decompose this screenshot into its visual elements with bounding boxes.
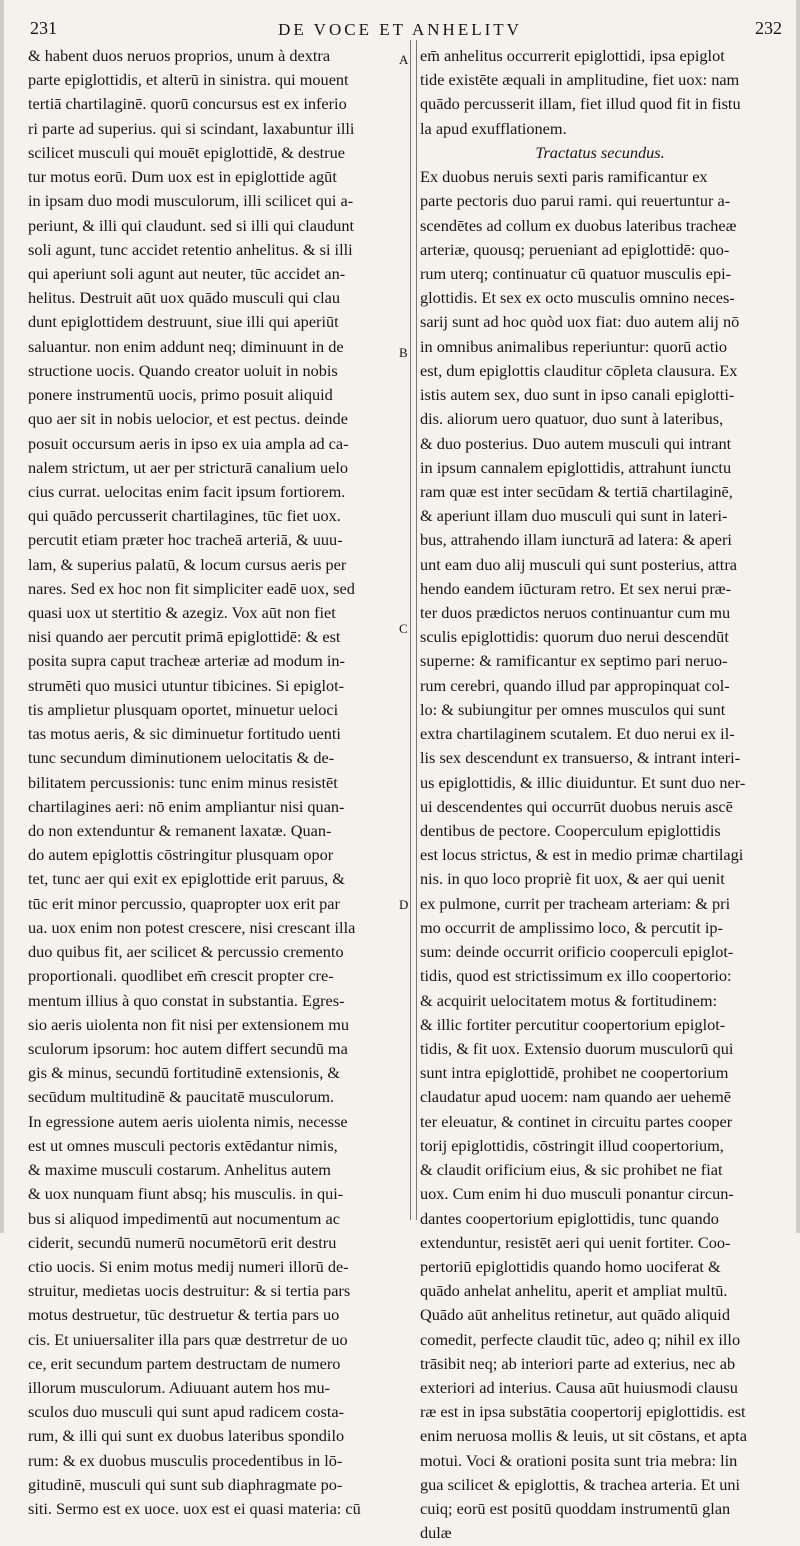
right-text-line: dentibus de pectore. Cooperculum epiglottidis [420, 821, 721, 840]
right-text-line: ter eleuatur, & continet in circuitu partes cooper [420, 1111, 733, 1131]
right-text-line: arteriæ, quousq; perueniant ad epiglottidē: quo- [420, 239, 730, 259]
left-text-line: bilitatem percussionis: tunc enim minus resistēt [28, 772, 338, 792]
left-text-line: in ipsam duo modi musculorum, illi scilicet qui a- [28, 191, 354, 211]
left-text-line: strumēti quo musici utuntur tibicines. Si epiglot- [28, 675, 345, 695]
right-text-line: pertoriū epiglottidis quando homo uociferat & [420, 1256, 721, 1276]
right-text-line: bus, attrahendo illam iuncturā ad latera: & aperi [420, 530, 732, 550]
right-text-line: cuiq; eorū est positū quoddam instrumentū glan [420, 1499, 731, 1519]
right-text-line: torij epiglottidis, cōstringit illud coopertorium, [420, 1135, 724, 1155]
left-text-line: qui aperiunt soli agunt aut neuter, tūc accidet an- [28, 263, 346, 283]
right-text-line: tidis, quod est strictissimum ex illo coopertorio: [420, 966, 732, 986]
right-text-line: rum cerebri, quando illud par appropinquat col- [420, 675, 730, 695]
left-text-line: dunt epiglottidem destruunt, siue illi qui aperiūt [28, 312, 339, 332]
left-text-line: illorum musculorum. Adiuuant autem hos mu- [28, 1378, 331, 1398]
right-text-line: claudatur apud uocem: nam quando aer uehemē [420, 1087, 732, 1107]
right-text-line: dulæ [420, 1523, 452, 1543]
left-text-line: sculorum ipsorum: hoc autem differt secundū ma [28, 1038, 348, 1058]
right-text-line: Tractatus secundus. [535, 142, 665, 162]
left-text-line: ctio uocis. Si enim motus medij numeri illorū de- [28, 1256, 349, 1276]
left-text-line: sio aeris uiolenta non fit nisi per extensionem mu [28, 1014, 350, 1034]
left-text-line: cius currat. uelocitas enim facit ipsum fortiorem. [28, 481, 346, 501]
left-text-line: rum: & ex duobus musculis procedentibus in lō- [28, 1450, 343, 1470]
left-text-line: scilicet musculi qui mouēt epiglottidē, & destrue [28, 142, 345, 162]
left-text-column [28, 44, 402, 1521]
left-text-line: In egressione autem aeris uiolenta nimis, necesse [28, 1111, 348, 1131]
right-text-line: dis. aliorum uero quatuor, duo sunt à lateribus, [420, 409, 724, 429]
right-text-line: sum: deinde occurrit orificio cooperculi epiglot- [420, 942, 734, 962]
right-text-line: ræ est in ipsa substātia coopertorij epiglottidis. est [420, 1402, 746, 1422]
right-text-line: unt eam duo alij musculi qui sunt posterius, attra [420, 554, 737, 574]
right-text-line: & acquirit uelocitatem motus & fortitudinem: [420, 990, 718, 1010]
right-text-line: est locus strictus, & est in medio primæ chartilagi [420, 845, 744, 865]
left-text-line: motus destruetur, tūc destruetur & tertia pars uo [28, 1305, 340, 1325]
left-text-line: tis amplietur plusquam oportet, minuetur ueloci [28, 699, 339, 719]
right-text-line: em̄ anhelitus occurrerit epiglottidi, ipsa epiglot [420, 46, 725, 65]
left-text-line: quo aer sit in nobis uelocior, et est pectus. deinde [28, 409, 348, 429]
right-text-line: lo: & subiungitur per omnes musculos qui sunt [420, 699, 726, 719]
running-title: DE VOCE ET ANHELITV [278, 20, 522, 39]
left-text-line: est ut omnes musculi pectoris extēdantur nimis, [28, 1135, 338, 1155]
right-text-line: ui descendentes qui occurrūt duobus neruis ascē [420, 796, 733, 816]
right-text-line: ter duos prædictos neruos continuantur cum mu [420, 603, 731, 623]
left-text-line: tet, tunc aer qui exit ex epiglottide erit paruus, & [28, 869, 345, 889]
left-text-line: tertiā chartilaginē. quorū concursus est ex inferio [28, 94, 347, 114]
right-text-column [420, 44, 780, 1546]
left-text-line: nalem strictum, ut aer per stricturā canalium uelo [28, 457, 349, 477]
left-text-line: saluantur. non enim addunt neq; diminuunt in de [28, 336, 344, 356]
margin-marker-a: A [399, 52, 409, 67]
right-text-line: & claudit orificium eius, & sic prohibet ne fiat [420, 1160, 723, 1180]
right-text-line: sunt intra epiglottidē, prohibet ne coopertorium [420, 1063, 729, 1083]
right-text-line: ex pulmone, currit per tracheam arteriam: & pri [420, 893, 731, 913]
left-text-line: & habent duos neruos proprios, unum à dextra [28, 46, 331, 65]
left-text-line: duo quibus fit, aer scilicet & percussio cremento [28, 942, 344, 962]
right-text-line: quādo anhelat anhelitu, aperit et ampliat multū. [420, 1281, 728, 1301]
right-text-line: scendētes ad collum ex duobus lateribus tracheæ [420, 215, 737, 235]
left-text-line: gis & minus, secundū fortitudinē extensionis, & [28, 1063, 341, 1083]
right-text-line: glottidis. Et sex ex octo musculis omnino neces- [420, 288, 735, 308]
left-text-line: do non extenduntur & remanent laxatæ. Quan- [28, 821, 332, 840]
right-text-line: Quādo aūt anhelitus retinetur, aut quādo aliquid [420, 1305, 730, 1325]
left-text-line: ua. uox enim non potest crescere, nisi crescant illa [28, 917, 356, 937]
left-text-line: nisi quando aer percutit primā epiglottidē: & est [28, 627, 341, 647]
right-text-line: & aperiunt illam duo musculi qui sunt in lateri- [420, 506, 728, 526]
right-text-line: lis sex descendunt ex transuerso, & intrant interi- [420, 748, 741, 768]
left-text-line: do autem epiglottis cōstringitur plusquam opor [28, 845, 334, 865]
left-text-line: ce, erit secundum partem destructam de numero [28, 1353, 341, 1373]
right-text-line: quādo percusserit illam, fiet illud quod fit in fistu [420, 94, 741, 114]
right-text-line: exteriori ad interius. Causa aūt huiusmodi clausu [420, 1378, 738, 1398]
right-text-line: parte pectoris duo parui rami. qui reuertuntur a- [420, 191, 731, 211]
right-text-line: sarij sunt ad hoc quòd uox fiat: duo autem alij nō [420, 312, 740, 332]
left-text-line: tūc erit minor percussio, quapropter uox erit par [28, 893, 340, 913]
right-text-line: ram quæ est inter secūdam & tertiā chartilaginē, [420, 481, 733, 501]
left-text-line: structione uocis. Quando creator uoluit in nobis [28, 360, 338, 380]
left-text-line: siti. Sermo est ex uoce. uox est ei quasi materia: cū [28, 1499, 361, 1519]
right-text-line: hendo eandem iūcturam retro. Et sex nerui præ- [420, 578, 732, 598]
margin-marker-d: D [399, 897, 409, 912]
left-text-line: & uox nunquam fiunt absq; his musculis. in qui- [28, 1184, 344, 1204]
page-edge-left [0, 0, 4, 1233]
left-text-line: parte epiglottidis, et alterū in sinistra. qui mouent [28, 70, 349, 90]
right-text-line: extenduntur, resistēt aeri qui uenit fortiter. Coo- [420, 1232, 731, 1252]
left-text-line: proportionali. quodlibet em̄ crescit propter cre- [28, 966, 334, 986]
left-text-line: bus si aliquod impedimentū aut nocumentum ac [28, 1208, 340, 1228]
right-text-line: uox. Cum enim hi duo musculi ponantur circun- [420, 1184, 734, 1204]
page-edge-right [796, 0, 800, 1233]
right-text-line: nis. in quo loco propriè fit uox, & aer qui uenit [420, 869, 725, 889]
left-text-line: percutit etiam præter hoc tracheā arteriā, & uuu- [28, 530, 343, 550]
left-text-line: posuit occursum aeris in ipso ex uia ampla ad ca- [28, 433, 349, 453]
left-text-line: rum, & illi qui sunt ex duobus lateribus spondilo [28, 1426, 345, 1446]
left-text-line: ri parte ad superius. qui si scindant, laxabuntur illi [28, 118, 355, 138]
left-text-line: quasi uox ut stertitio & azegiz. Vox aūt non fiet [28, 603, 336, 623]
right-text-line: us epiglottidis, & illic diuiduntur. Et sunt duo ner- [420, 772, 746, 792]
left-text-line: tas motus aeris, & sic diminuetur fortitudo uenti [28, 724, 341, 744]
right-text-line: enim neruosa mollis & leuis, ut sit cōstans, et apta [420, 1426, 747, 1446]
left-text-line: secūdum multitudinē & paucitatē musculorum. [28, 1087, 335, 1107]
left-text-line: gitudinē, musculi qui sunt sub diaphragmate po- [28, 1474, 343, 1494]
left-text-line: periunt, & illi qui claudunt. sed si illi qui claudunt [28, 215, 355, 235]
column-rule-left [410, 40, 411, 1220]
right-text-line: motui. Voci & orationi posita sunt tria mebra: lin [420, 1450, 738, 1470]
margin-marker-b: B [399, 345, 408, 360]
left-text-line: tunc secundum diminutionem uelocitatis & de- [28, 748, 335, 768]
right-text-line: comedit, perfecte claudit tūc, adeo q; nihil ex illo [420, 1329, 741, 1349]
right-text-line: Ex duobus neruis sexti paris ramificantur ex [420, 167, 708, 187]
column-rule-right [416, 40, 417, 1220]
left-text-line: soli agunt, tunc accidet retentio anhelitus. & si illi [28, 239, 353, 259]
right-text-line: gua scilicet & epiglottis, & trachea arteria. Et uni [420, 1474, 741, 1494]
right-text-line: rum uterq; continuatur cū quatuor musculis epi- [420, 263, 732, 283]
right-text-line: in ipsum cannalem epiglottidis, attrahunt iunctu [420, 457, 732, 477]
left-text-line: cis. Et uniuersaliter illa pars quæ destrretur de uo [28, 1329, 348, 1349]
right-text-line: trāsibit neq; ab interiori parte ad exterius, nec ab [420, 1353, 736, 1373]
right-text-line: mo occurrit de amplissimo loco, & percutit ip- [420, 917, 723, 937]
left-text-line: helitus. Destruit aūt uox quādo musculi qui clau [28, 288, 341, 308]
left-text-line: ciderit, secundū numerū nocumētorū erit destru [28, 1232, 337, 1252]
right-text-line: sculis epiglottidis: quorum duo nerui descendūt [420, 627, 729, 647]
right-text-line: dantes coopertorium epiglottidis, tunc quando [420, 1208, 719, 1228]
left-text-line: mentum illius à quo constat in substantia. Egres- [28, 990, 345, 1010]
right-text-line: & illic fortiter percutitur coopertorium epiglot- [420, 1014, 726, 1034]
left-text-line: nares. Sed ex hoc non fit simpliciter eadē uox, sed [28, 578, 355, 598]
left-text-line: struitur, medietas uocis destruitur: & si tertia pars [28, 1281, 351, 1301]
page-number-right: 232 [755, 18, 782, 38]
right-text-line: extra chartilaginem scutalem. Et duo nerui ex il- [420, 724, 735, 744]
margin-marker-c: C [399, 621, 408, 636]
left-text-line: lam, & superius palatū, & locum cursus aeris per [28, 554, 347, 574]
left-text-line: ponere instrumentū uocis, primo posuit aliquid [28, 385, 333, 405]
left-text-line: qui quādo percusserit chartilagines, tūc fiet uox. [28, 506, 341, 526]
right-text-line: est, dum epiglottis clauditur cōpleta clausura. Ex [420, 360, 738, 380]
right-text-line: istis autem sex, duo sunt in ipso canali epiglotti- [420, 385, 735, 405]
running-header [0, 10, 800, 40]
right-text-line: tidis, & fit uox. Extensio duorum musculorū qui [420, 1038, 734, 1058]
left-text-line: tur motus eorū. Dum uox est in epiglottide agūt [28, 167, 337, 187]
right-text-line: & duo posterius. Duo autem musculi qui intrant [420, 433, 732, 453]
right-text-line: la apud exufflationem. [420, 118, 567, 138]
left-text-line: chartilagines aeri: nō enim ampliantur nisi quan- [28, 796, 345, 816]
page-number-left: 231 [30, 18, 57, 38]
right-text-line: superne: & ramificantur ex septimo pari neruo- [420, 651, 728, 671]
right-text-line: tide existēte æquali in amplitudine, fiet uox: nam [420, 70, 740, 90]
right-text-line: in omnibus animalibus reperiuntur: quorū actio [420, 336, 728, 356]
left-text-line: posita supra caput tracheæ arteriæ ad modum in- [28, 651, 345, 671]
left-text-line: sculos duo musculi qui sunt apud radicem costa- [28, 1402, 345, 1422]
left-text-line: & maxime musculi costarum. Anhelitus autem [28, 1160, 331, 1180]
